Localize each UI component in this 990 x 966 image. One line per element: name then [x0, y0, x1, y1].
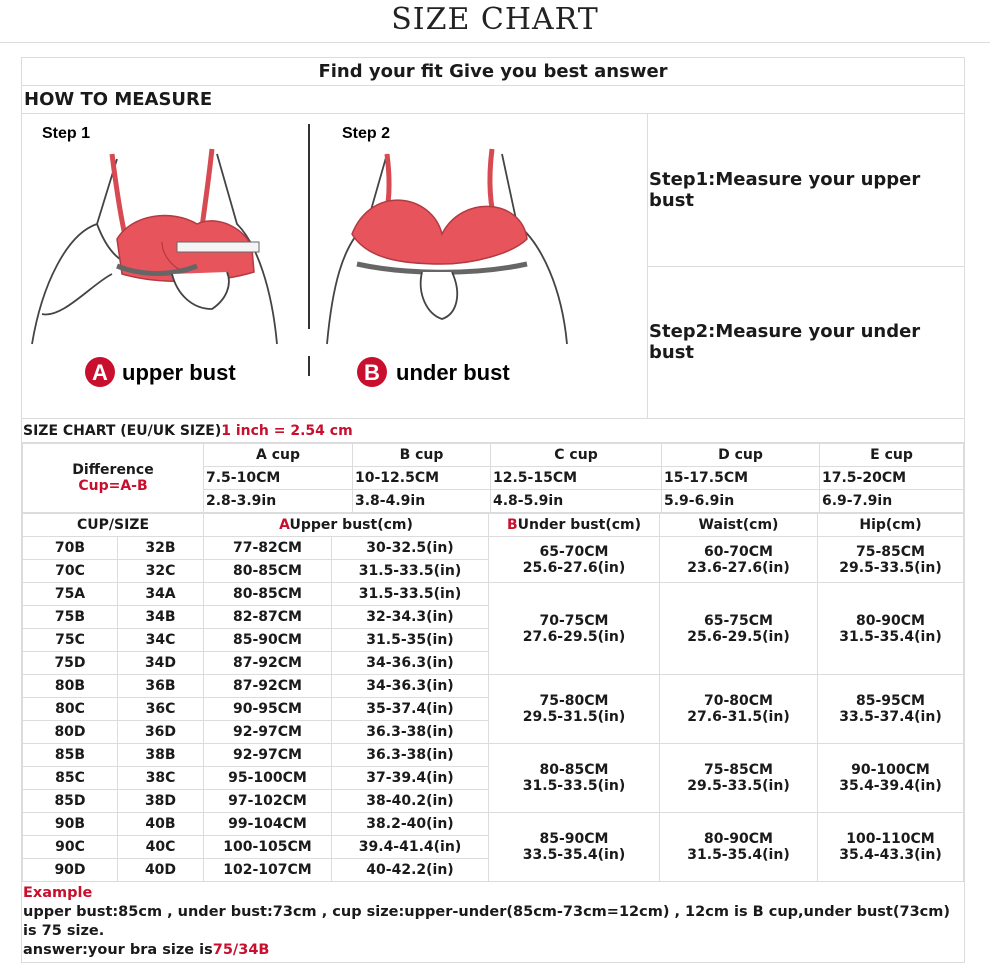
under-bust-cell — [489, 675, 660, 744]
cup-name: D cup — [662, 444, 820, 467]
under-bust-cell — [489, 537, 660, 583]
size-uk-cell: 40B — [118, 813, 204, 836]
cup-in: 4.8-5.9in — [491, 490, 662, 513]
size-cm-cell: 99-104CM — [204, 813, 332, 836]
size-inch-cell: 37-39.4(in) — [332, 767, 489, 790]
size-eu-cell: 90D — [23, 859, 118, 882]
cup-in: 2.8-3.9in — [204, 490, 353, 513]
waist-cell-cm: 65-75CM — [704, 612, 773, 629]
waist-cell-cm: 75-85CM — [704, 762, 773, 778]
waist-cell — [660, 583, 818, 675]
under-bust-cell — [489, 583, 660, 675]
under-bust-cell-in: 25.6-27.6(in) — [522, 559, 626, 576]
waist-cell-in: 23.6-27.6(in) — [687, 559, 790, 576]
cup-name: A cup — [204, 444, 353, 467]
measure-section — [22, 114, 964, 419]
hip-cell-cm: 80-90CM — [856, 612, 925, 629]
under-bust-header: BUnder bust(cm) — [489, 514, 660, 537]
size-cm-cell: 102-107CM — [204, 859, 332, 882]
size-eu-cell: 80C — [23, 698, 118, 721]
hip-cell-in: 35.4-43.3(in) — [839, 847, 942, 863]
size-uk-cell: 32C — [118, 560, 204, 583]
size-eu-cell: 75D — [23, 652, 118, 675]
figure-under-bust — [327, 149, 567, 344]
answer-prefix: answer:your bra size is — [23, 942, 213, 958]
under-bust-cell-in: 31.5-33.5(in) — [522, 778, 626, 794]
cup-cm: 10-12.5CM — [353, 467, 491, 490]
example-section — [22, 882, 964, 962]
cup-cm: 12.5-15CM — [491, 467, 662, 490]
table-row — [23, 744, 964, 767]
cup-difference-table — [22, 443, 964, 513]
cup-in: 6.9-7.9in — [820, 490, 964, 513]
size-uk-cell: 34A — [118, 583, 204, 606]
size-cm-cell: 77-82CM — [204, 537, 332, 560]
page-title: SIZE CHART — [391, 2, 599, 37]
size-uk-cell: 36D — [118, 721, 204, 744]
size-uk-cell: 34D — [118, 652, 204, 675]
waist-cell — [660, 813, 818, 882]
cup-size-header: CUP/SIZE — [23, 514, 204, 537]
difference-label: Difference — [72, 462, 154, 478]
step1-tag: Step 1 — [42, 125, 91, 142]
hip-cell-in: 33.5-37.4(in) — [839, 709, 942, 725]
table-row — [23, 537, 964, 560]
size-inch-cell: 38-40.2(in) — [332, 790, 489, 813]
size-inch-cell: 36.3-38(in) — [332, 744, 489, 767]
example-text: upper bust:85cm , under bust:73cm , cup size:upper-under(85cm-73cm=12cm) , 12cm is B cup,under bust(73cm) is 75 size. — [23, 904, 951, 939]
hip-cell-cm: 75-85CM — [856, 543, 925, 560]
size-cm-cell: 85-90CM — [204, 629, 332, 652]
under-bust-cell-cm: 65-70CM — [539, 543, 609, 560]
under-bust-cell — [489, 744, 660, 813]
under-bust-cell-cm: 85-90CM — [539, 831, 609, 847]
under-bust-cell-in: 29.5-31.5(in) — [522, 709, 626, 725]
example-answer — [23, 941, 962, 960]
step1-text: Step1:Measure your upper bust — [649, 168, 921, 211]
table-row — [23, 813, 964, 836]
difference-formula: Cup=A-B — [78, 478, 148, 494]
hip-cell-cm: 85-95CM — [856, 693, 925, 709]
under-bust-cell-in: 27.6-29.5(in) — [522, 628, 626, 645]
size-cm-cell: 97-102CM — [204, 790, 332, 813]
waist-cell-in: 29.5-33.5(in) — [687, 778, 790, 794]
size-inch-cell: 34-36.3(in) — [332, 652, 489, 675]
waist-cell-cm: 80-90CM — [704, 831, 773, 847]
cup-cm: 15-17.5CM — [662, 467, 820, 490]
size-eu-cell: 75C — [23, 629, 118, 652]
size-inch-cell: 35-37.4(in) — [332, 698, 489, 721]
hip-cell-cm: 90-100CM — [851, 762, 930, 778]
difference-label-cell — [23, 444, 204, 513]
size-cm-cell: 90-95CM — [204, 698, 332, 721]
measure-illustration-svg — [22, 114, 648, 419]
under-bust-cell-cm: 80-85CM — [539, 762, 609, 778]
cup-name: C cup — [491, 444, 662, 467]
size-uk-cell: 32B — [118, 537, 204, 560]
size-uk-cell: 36C — [118, 698, 204, 721]
hip-cell — [818, 537, 964, 583]
waist-cell — [660, 744, 818, 813]
badge-a-letter: A — [92, 360, 108, 385]
cup-in: 5.9-6.9in — [662, 490, 820, 513]
size-cm-cell: 80-85CM — [204, 560, 332, 583]
size-cm-cell: 87-92CM — [204, 675, 332, 698]
size-cm-cell: 87-92CM — [204, 652, 332, 675]
size-eu-cell: 70C — [23, 560, 118, 583]
hip-cell — [818, 813, 964, 882]
under-bust-label: under bust — [396, 360, 510, 385]
inch-note: 1 inch = 2.54 cm — [221, 423, 353, 439]
size-uk-cell: 40D — [118, 859, 204, 882]
size-table-header — [23, 514, 964, 537]
under-bust-cell-cm: 75-80CM — [539, 693, 609, 709]
waist-cell-in: 31.5-35.4(in) — [687, 847, 790, 863]
size-chart-label-row — [22, 419, 964, 443]
size-uk-cell: 36B — [118, 675, 204, 698]
hip-cell — [818, 675, 964, 744]
hip-cell-in: 31.5-35.4(in) — [839, 628, 942, 645]
size-table-body — [23, 537, 964, 882]
waist-cell-in: 27.6-31.5(in) — [687, 709, 790, 725]
size-eu-cell: 80D — [23, 721, 118, 744]
size-uk-cell: 34C — [118, 629, 204, 652]
hip-cell-in: 35.4-39.4(in) — [839, 778, 942, 794]
size-eu-cell: 70B — [23, 537, 118, 560]
step2-tag: Step 2 — [342, 125, 391, 142]
hip-cell — [818, 744, 964, 813]
waist-cell-cm: 60-70CM — [704, 543, 773, 560]
cup-cm: 17.5-20CM — [820, 467, 964, 490]
size-eu-cell: 75B — [23, 606, 118, 629]
size-inch-cell: 36.3-38(in) — [332, 721, 489, 744]
table-row — [23, 583, 964, 606]
how-to-measure-heading: HOW TO MEASURE — [22, 86, 964, 114]
cup-name: B cup — [353, 444, 491, 467]
example-label: Example — [23, 885, 93, 901]
size-inch-cell: 34-36.3(in) — [332, 675, 489, 698]
size-table — [22, 513, 964, 882]
hip-cell — [818, 583, 964, 675]
size-chart-label: SIZE CHART (EU/UK SIZE) — [23, 423, 222, 439]
figure-upper-bust — [32, 149, 277, 344]
fit-heading: Find your fit Give you best answer — [22, 58, 964, 86]
waist-header: Waist(cm) — [660, 514, 818, 537]
size-inch-cell: 31.5-33.5(in) — [332, 583, 489, 606]
size-cm-cell: 82-87CM — [204, 606, 332, 629]
size-uk-cell: 38D — [118, 790, 204, 813]
size-uk-cell: 38C — [118, 767, 204, 790]
size-uk-cell: 34B — [118, 606, 204, 629]
waist-cell-in: 25.6-29.5(in) — [687, 628, 790, 645]
diff-header-row — [23, 444, 964, 467]
size-cm-cell: 100-105CM — [204, 836, 332, 859]
size-eu-cell: 85D — [23, 790, 118, 813]
badge-b-letter: B — [364, 360, 380, 385]
cup-cm: 7.5-10CM — [204, 467, 353, 490]
upper-bust-label: upper bust — [122, 360, 236, 385]
size-inch-cell: 32-34.3(in) — [332, 606, 489, 629]
size-eu-cell: 90C — [23, 836, 118, 859]
under-bust-cell-in: 33.5-35.4(in) — [522, 847, 626, 863]
hip-header: Hip(cm) — [818, 514, 964, 537]
size-eu-cell: 75A — [23, 583, 118, 606]
under-bust-cell-cm: 70-75CM — [539, 612, 609, 629]
size-uk-cell: 40C — [118, 836, 204, 859]
size-inch-cell: 31.5-33.5(in) — [332, 560, 489, 583]
size-eu-cell: 80B — [23, 675, 118, 698]
under-bust-cell — [489, 813, 660, 882]
size-inch-cell: 38.2-40(in) — [332, 813, 489, 836]
steps-panel — [648, 114, 964, 418]
table-row — [23, 675, 964, 698]
size-inch-cell: 39.4-41.4(in) — [332, 836, 489, 859]
size-eu-cell: 85C — [23, 767, 118, 790]
size-chart-sheet — [21, 57, 965, 963]
size-cm-cell: 80-85CM — [204, 583, 332, 606]
title-divider — [0, 42, 990, 43]
size-eu-cell: 90B — [23, 813, 118, 836]
upper-bust-header: AUpper bust(cm) — [204, 514, 489, 537]
size-cm-cell: 95-100CM — [204, 767, 332, 790]
size-cm-cell: 92-97CM — [204, 721, 332, 744]
size-uk-cell: 38B — [118, 744, 204, 767]
cup-name: E cup — [820, 444, 964, 467]
size-eu-cell: 85B — [23, 744, 118, 767]
size-inch-cell: 30-32.5(in) — [332, 537, 489, 560]
step2-text: Step2:Measure your under bust — [648, 266, 964, 419]
size-inch-cell: 31.5-35(in) — [332, 629, 489, 652]
waist-cell — [660, 537, 818, 583]
waist-cell — [660, 675, 818, 744]
waist-cell-cm: 70-80CM — [704, 693, 773, 709]
hip-cell-in: 29.5-33.5(in) — [839, 559, 942, 576]
size-cm-cell: 92-97CM — [204, 744, 332, 767]
answer-value: 75/34B — [212, 942, 270, 958]
measure-illustration — [22, 114, 648, 418]
cup-in: 3.8-4.9in — [353, 490, 491, 513]
size-inch-cell: 40-42.2(in) — [332, 859, 489, 882]
hip-cell-cm: 100-110CM — [846, 831, 935, 847]
